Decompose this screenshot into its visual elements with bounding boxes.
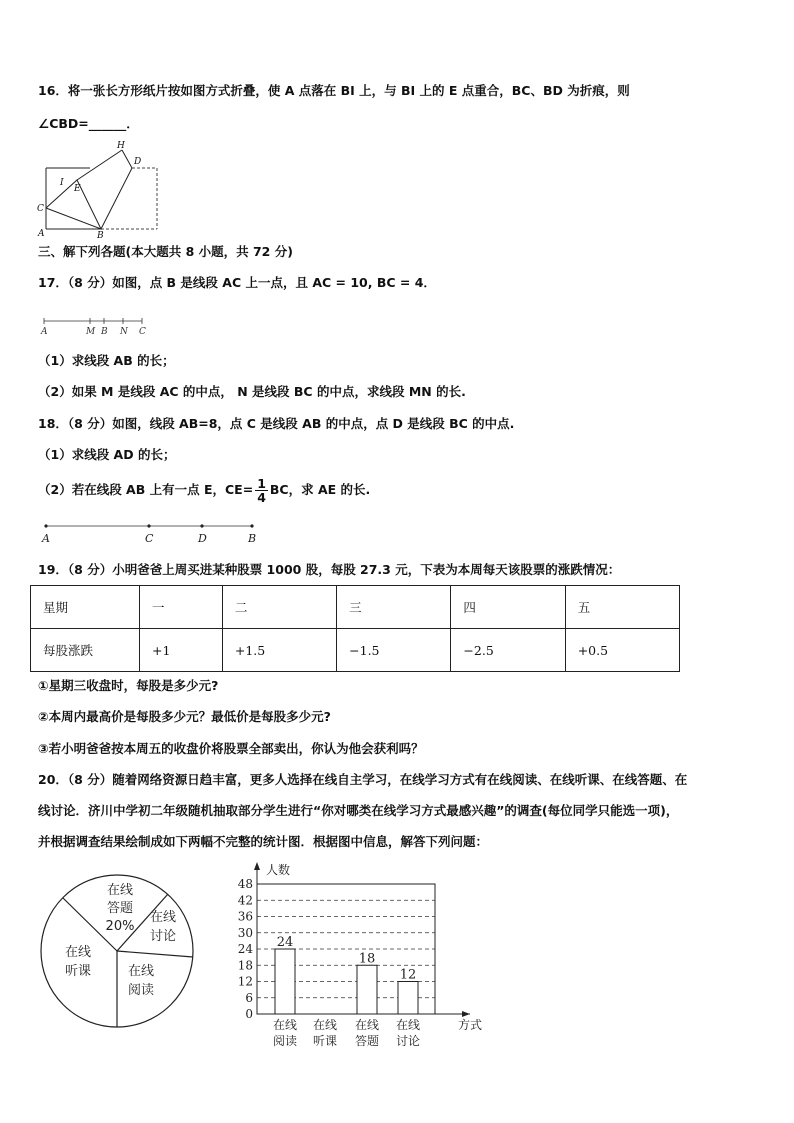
- pie-label-discussion-l1: 在线: [149, 910, 177, 925]
- x-axis-arrow: [462, 1011, 470, 1017]
- q18-fraction-num: 1: [257, 476, 266, 491]
- q18-part2-post: BC，求 AE 的长.: [269, 482, 371, 497]
- table-cell: +1.5: [222, 629, 336, 672]
- y-tick-label: 48: [237, 877, 253, 891]
- q16-fold-figure: [30, 138, 165, 240]
- table-cell: 三: [337, 586, 451, 629]
- q18-label-a: A: [42, 532, 50, 545]
- table-cell: −1.5: [337, 629, 451, 672]
- y-tick-label: 36: [237, 909, 253, 924]
- table-cell: 四: [451, 586, 565, 629]
- bar-chart: [230, 858, 490, 1048]
- q17-label-b: B: [101, 327, 108, 336]
- table-cell: +0.5: [565, 629, 679, 672]
- x-tick-label: 在线: [272, 1018, 298, 1032]
- q16-label-c: C: [37, 204, 44, 214]
- q16-label-b: B: [97, 231, 104, 240]
- q18-part2: [38, 475, 370, 505]
- q20-text-line3: 并根据调查结果绘制成如下两幅不完整的统计图．根据图中信息，解答下列问题：: [38, 834, 489, 849]
- pie-label-discussion-l2: 讨论: [149, 929, 177, 944]
- q16-text-line2: ∠CBD=______．: [38, 116, 139, 131]
- q18-text-line1: 18．（8 分）如图，线段 AB=8，点 C 是线段 AB 的中点，点 D 是线段 BC 的中点.: [38, 416, 515, 431]
- bar-data-label: 18: [358, 951, 376, 967]
- pie-label-reading-l1: 在线: [127, 964, 155, 979]
- x-tick-label: 听课: [312, 1034, 338, 1048]
- y-tick-label: 30: [237, 925, 253, 940]
- table-header-row: [31, 586, 680, 629]
- table-cell: 每股涨跌: [31, 629, 140, 672]
- q18-fraction-den: 4: [257, 490, 266, 505]
- table-cell: 星期: [31, 586, 140, 629]
- q18-segment-figure: [38, 518, 268, 546]
- q18-part1: （1）求线段 AD 的长；: [38, 447, 176, 462]
- q18-label-d: D: [198, 532, 207, 545]
- bar: [357, 965, 377, 1014]
- pie-label-answering-pct: 20%: [105, 919, 135, 934]
- q18-label-b: B: [248, 532, 257, 545]
- q17-label-n: N: [120, 327, 128, 336]
- x-tick-label: 在线: [395, 1018, 421, 1032]
- q17-segment-figure: [38, 314, 158, 336]
- q16-label-a: A: [38, 229, 45, 239]
- pie-label-answering-l2: 答题: [106, 901, 134, 916]
- table-cell: 一: [140, 586, 223, 629]
- table-cell: 二: [222, 586, 336, 629]
- q17-label-a: A: [41, 327, 48, 336]
- y-tick-label: 24: [237, 942, 253, 956]
- x-tick-label: 答题: [354, 1034, 380, 1048]
- bar-data-label: 12: [399, 967, 417, 983]
- table-cell: +1: [140, 629, 223, 672]
- q16-label-d: D: [134, 157, 142, 167]
- y-tick-label: 0: [245, 1007, 253, 1021]
- section-heading: 三、解下列各题(本大题共 8 小题，共 72 分): [38, 244, 293, 259]
- q17-label-m: M: [86, 327, 96, 336]
- q17-label-c: C: [139, 327, 146, 336]
- y-tick-label: 12: [237, 974, 253, 989]
- q20-text-line2: 线讨论．济川中学初二年级随机抽取部分学生进行“你对哪类在线学习方式最感兴趣”的调查(每位同学只能选一项)，: [38, 803, 679, 818]
- x-tick-label: 在线: [312, 1018, 338, 1032]
- y-tick-label: 42: [237, 893, 253, 908]
- pie-chart: [38, 872, 198, 1032]
- q16-label-i: I: [60, 178, 64, 188]
- q19-subq2: ②本周内最高价是每股多少元？最低价是每股多少元?: [38, 709, 331, 724]
- stock-change-table: [30, 585, 680, 672]
- bar: [275, 949, 295, 1014]
- x-tick-label: 在线: [354, 1018, 380, 1032]
- pie-label-reading-l2: 阅读: [127, 983, 155, 998]
- q16-text-line1: 16．将一张长方形纸片按如图方式折叠，使 A 点落在 BI 上，与 BI 上的 E 点重合，BC、BD 为折痕，则: [38, 83, 630, 98]
- x-axis-label: 方式: [458, 1018, 483, 1032]
- pie-label-lecture-l1: 在线: [64, 945, 92, 960]
- table-row: [31, 629, 680, 672]
- q19-text-line1: 19．（8 分）小明爸爸上周买进某种股票 1000 股，每股 27.3 元，下表为本周每天该股票的涨跌情况：: [38, 562, 621, 577]
- q17-text-line1: 17．（8 分）如图，点 B 是线段 AC 上一点，且 AC = 10, BC = 4．: [38, 275, 436, 290]
- y-tick-label: 18: [237, 958, 253, 973]
- y-axis-arrow: [254, 862, 260, 870]
- y-tick-label: 6: [245, 990, 253, 1005]
- pie-label-lecture-l2: 听课: [64, 964, 92, 979]
- table-cell: 五: [565, 586, 679, 629]
- pie-label-answering-l1: 在线: [106, 883, 134, 898]
- y-axis-label: 人数: [266, 863, 291, 877]
- q19-subq1: ①星期三收盘时，每股是多少元?: [38, 678, 219, 693]
- q16-label-h: H: [117, 141, 125, 151]
- q18-label-c: C: [145, 532, 154, 545]
- bar-data-label: 24: [276, 935, 294, 950]
- x-tick-label: 讨论: [395, 1034, 421, 1048]
- q19-subq3: ③若小明爸爸按本周五的收盘价将股票全部卖出，你认为他会获利吗？: [38, 741, 424, 756]
- q18-part2-pre: （2）若在线段 AB 上有一点 E，CE=: [38, 482, 254, 497]
- q17-part1: （1）求线段 AB 的长；: [38, 353, 175, 368]
- q20-text-line1: 20．（8 分）随着网络资源日趋丰富，更多人选择在线自主学习，在线学习方式有在线阅读、在线听课、在线答题、在: [38, 772, 688, 787]
- bar: [398, 982, 418, 1015]
- q17-part2: （2）如果 M 是线段 AC 的中点， N 是线段 BC 的中点，求线段 MN 的长.: [38, 384, 466, 399]
- q18-fraction: [255, 477, 268, 504]
- q16-label-e: E: [74, 184, 81, 194]
- table-cell: −2.5: [451, 629, 565, 672]
- x-tick-label: 阅读: [272, 1034, 298, 1048]
